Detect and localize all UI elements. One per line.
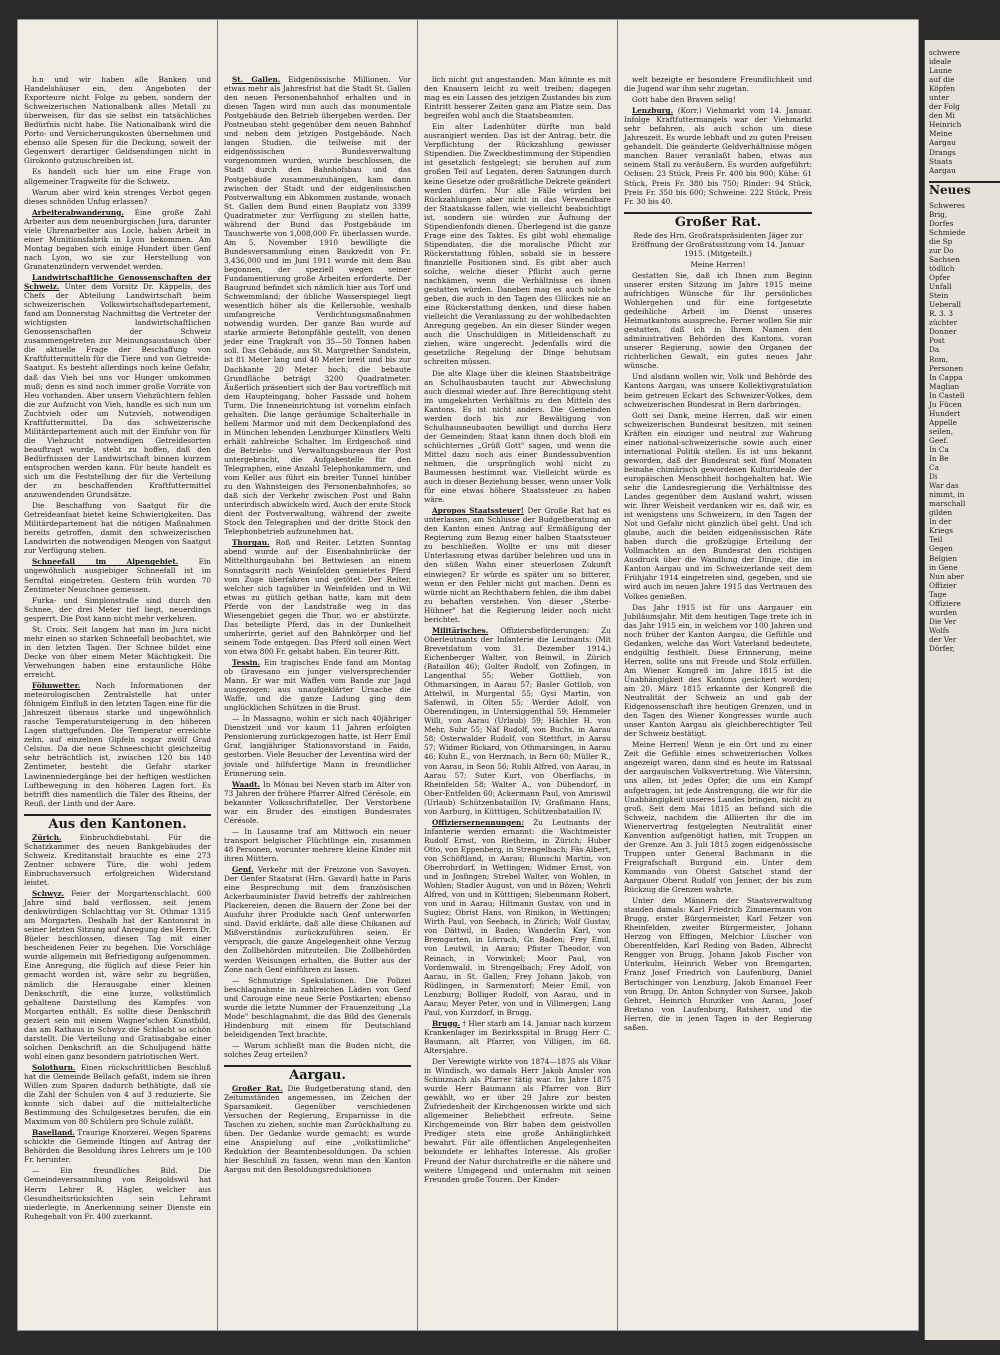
edge-line: Kriegs — [929, 526, 954, 536]
article-subheading: St. Gallen. — [232, 75, 281, 84]
article-text: Feier der Morgartenschlacht. 600 Jahre sind bald verflossen, seit jenem denkwürdigen Schlachttag vor St. Othmar 1315 am Morgarten. Deshalb hat der Kantonsrat in seiner letzten Sitzung auf Anregung des Herrn Dr. Büeler beschlossen, diesen Tag mit einer bescheidenen Feier zu begehen. Die Vorschläge wurde allgemein mit Befriedigung aufgenommen. Eine Anregung, die füglich auf diese Feier hin gemacht worden ist, wäre sehr zu begrüßen, nämlich die Herausgabe einer kleinen Denkschrift, die eine kurze, volkstümlich gehaltene Darstellung des Kampfes von Morgarten enthält. Es sollte diese Denkschrift geziert sein mit einem Wagner'schen Kunstbild, das am Rathaus in Schwyz die Schlacht so schön darstellt. Die Verteilung und Gratisabgabe einer solchen Denkschrift an die Schuljugend hätte wohl einen ganz besondern patriotischen Wert. — [24, 889, 211, 1061]
edge-line: ideale — [929, 57, 952, 67]
edge-line: seilen, — [929, 426, 954, 436]
article-paragraph — [424, 1057, 611, 1184]
centered-line: Meine Herren! — [690, 259, 746, 269]
article-paragraph — [624, 740, 812, 894]
article-subheading: Föhnwetter. — [32, 681, 81, 691]
section-heading: Aus den Kantonen. — [24, 814, 211, 829]
edge-line: Appelle — [929, 417, 957, 427]
article-paragraph — [424, 122, 611, 366]
article-paragraph — [624, 271, 812, 371]
article-paragraph — [624, 95, 812, 104]
article-subheading: Arbeiterabwanderung. — [32, 207, 124, 217]
article-text: — Warum schließt man die Buden nicht, die solches Zeug erteilen? — [224, 1040, 411, 1059]
article-subheading: Zürich. — [32, 832, 62, 842]
edge-line: Nun aber — [929, 571, 964, 581]
article-text: Meine Herren! Wenn je ein Ort und zu einer Zeit die Gefühle eines schweizerischen Volkes angezeigt waren, dann sind es heute im Ratssaal der aargauischen Volksvertretung. Wie Vätersinn, uns allen, ist jedes Opfer, die uns ein Kampf aufgetragen, ist jede Anstrengung, die wir für die Unabhängigkeit unseres Landes bringen, nicht zu groß. Seit dem Mai 1815 an befand sich die Schweiz, nachdem die Alliierten ihr die im Wienervertrag festgelegten Neutralität einer Konvention aufgenötigt hatten, mit Truppen an der Grenze. Am 3. Juli 1815 zogen eidgenössische Truppen unter General Bachmann in die Freigrafschaft Burgund ein. Unter dem Kommando von Oberst Gatschet stand der Aargauer Oberst Rudolf von Jenner, der bis zum Rückzug die Grenzen wahrte. — [624, 740, 812, 895]
article-subheading: Apropos Staatssteuer! — [432, 506, 524, 516]
article-subheading: Thurgau. — [232, 538, 270, 548]
edge-line: Tage — [929, 589, 947, 599]
edge-line: In Castell — [929, 390, 965, 400]
article-text: — Ein freundliches Bild. Die Gemeindeversammlung von Reigoldswil hat Herrn Lehrer R. Hägler, welcher aus Gesundheitsrücksichten sein Lehramt niederlegte, in Anerkennung seiner Dienste ein Ruhegehalt von Fr. 400 zuerkannt. — [24, 1166, 211, 1221]
article-text: Furka- und Simplonstraße sind durch den Schnee, der drei Meter tief liegt, neuerdings gesperrt. Die Post kann nicht mehr verkehren. — [24, 595, 211, 623]
article-paragraph — [224, 827, 411, 863]
article-paragraph — [224, 538, 411, 656]
article-text: Das Jahr 1915 ist für uns Aargauer ein Jubiläumsjahr. Mit dem heutigen Tage trete ich in das Jahr 1915 ein, in welchem vor 100 Jahren und noch früher der Kanton Aargau, die Gefühle und Gedanken, welche das Wort Vaterland bedeutete, endgültig festhielt. Diese Erinnerung, meine Herren, sollte uns mit Freude und Stolz erfüllen. Am Wiener Kongreß im Jahre 1815 ist die Unabhängigkeit des Kantons gesichert worden; am 20. März 1815 erkannte der Kongreß die Neutralität der Schweiz an und gab der Eidgenossenschaft ihre heutigen Grenzen, und in den Tagen des Wiener Kongresses wurde auch unser Kanton Aargau als gleichberechtigter Teil der Schweiz bestätigt. — [624, 602, 812, 739]
article-paragraph — [424, 1019, 611, 1055]
article-text: Roß und Reiter. Letzten Sonntag abend wurde auf der Eisenbahnbrücke der Mittelthurgaubahn bei Bettwiesen an einem Sonntagsritt nach Weinfelden gemietetes Pferd vom Zuge überfahren und getötet. Der Reiter, welcher sich tagsüber in Weinfelden und in Wil etwas zu gütlich gethan hatte, kam mit dem Pferde von der Landstraße weg in das Wiesengebiet gegen die Thur, wo er abstürzte. Das beteiligte Pferd, das in der Dunkelheit umherirrte, geriet auf den Bahnkörper und lief seinem Tode entgegen. Das Pferd soll einen Wert von etwa 800 Fr. gehabt haben. Ein teurer Ritt. — [224, 538, 411, 656]
article-subheading: Schneefall im Alpengebiet. — [32, 557, 179, 567]
article-text: Ein alter Ladenhüter dürfte nun bald ausrangiert werden. Das ist der Antrag, betr. die Verpflichtung der Rückzahlung gewisser Stipendien. Die Zweckbestimmung der Stipendien ist gesetzlich festgelegt; sie beruhen auf zum großen Teil auf Legaten, deren Satzungen durch keine Gesetze oder großrätliche Dekrete geändert werden dürfen. Nur alle Fälle würden bei Rückzahlungen aber nicht in das Verwendbare der Staatskasse fallen, wie vielleicht beabsichtigt ist, sondern sie würden zur Äufnung der Stipendienfonds dienen. Überlegend ist die ganze Frage eine des Taktes. Es gibt wohl ehemalige Stipendiaten, die die moralische Pflicht zur Rückerstattung fühlen, sobald sie in bessere finanzielle Positionen sind. Es gibt aber auch solche, welche dieser Pflicht auch gerne nachkämen, wenn die Verhältnisse es ihnen gestatten würden. Daneben mag es auch solche geben, die auch in den Tagen des Glückes nie an eine Rückerstattung denken, und diese haben vielleicht die Veranlassung zu der wohlbedachten Anregung gegeben. An ein dieser Sünder wegen auch die Unschuldigen in Mitleidenschaft zu ziehen, wäre ungerecht. Jedenfalls wird die gesetzliche Regelung der Dinge behutsam schreiten müssen. — [424, 122, 611, 367]
edge-line: Belgien — [929, 553, 958, 563]
column-4 — [618, 20, 818, 1330]
edge-line: Post — [929, 336, 945, 346]
article-paragraph — [224, 976, 411, 1039]
article-text: Einbruchdiebstahl. Für die Schatzkammer des neuen Bankgebäudes der Schweiz. Kreditanstalt brauchte es eine 273 Zentner schwere Türe, die wohl jedem Einbruchsversuch erfolgreichen Widerstand leistet. — [24, 832, 211, 887]
section-heading: Großer Rat. — [624, 212, 812, 227]
edge-line: auf die — [929, 75, 955, 85]
article-paragraph — [624, 896, 812, 1032]
edge-line: Hundert — [929, 408, 961, 418]
edge-line: Brig, — [929, 209, 948, 219]
article-text: Die Beschaffung von Saatgut für die Getreideanfaat bietet keine Schwierigkeiten. Das Militärdepartement hat die nötigen Maßnahmen bereits getroffen, damit den schweizerischen Landwirten die notwendigen Mengen von Saatgut zur Verfügung stehen. — [24, 501, 211, 556]
article-text: Eidgenössische Millionen. Vor etwas mehr als Jahresfrist hat die Stadt St. Gallen den neuen Personenbahnhof erhalten und in diesen Tagen wird nun auch das monumentale Postgebäude den Betrieb übergeben werden. Der Postneubau steht gegenüber dem neuen Bahnhof und neben dem jetzigen Postgebäude. Nach langen Studien, die teilweise mit der eidgenössischen Bundesverwaltung vorgenommen wurden, wurde beschlossen, die Stadt durch den Bahnhofsbau und das Postgebäude zusammenzuhängen, kam dann zwischen der Stadt und der eidgenössischen Postverwaltung ein Abkommen zustande, wonach St. Gallen dem Bund einen Bauplatz von 3399 Quadratmeter zur Verfügung zu stellen hatte, während der Bund das Postgebäude im Tauschwerte von 1,008,000 Fr. überlassen wurde. Am 5. November 1910 bewilligte die Bundesversammlung einen Baukredit von Fr. 3,436,000 und im Juni 1911 wurde mit dem Bau begonnen, der speziell wegen seiner Fundamentierung große Arbeiten erforderte. Der Baugrund befindet sich nämlich hier aus Torf und Schwemmland; der übliche Wasserspiegel liegt wesentlich höher als die Kellersohle, weshalb umfangreiche Verdichtungsmaßnahmen notwendig wurden. Der ganze Bau wurde auf starke armierte Betonpfähle gestellt, von denen jeder eine Tragkraft von 35—50 Tonnen haben soll. Das Gebäude, aus St. Margrether Sandstein, ist 81 Meter lang und 40 Meter breit und bis zur Dachkante 20 Meter hoch; die bebaute Grundfläche beträgt 3200 Quadratmeter. Äußerlich präsentiert sich der Bau vortrefflich mit dem Haupteingang, hoher Fassade und hohem Turm. Die Inneneinrichtung ist vornehm einfach gehalten. Die lange geräumige Schalterhalle in hellem Marmor und mit dem Deckenplafond des in München lebenden Lenzburger Künstlers Welti erhält zahlreiche Schalter. Im Erdgeschoß sind die Betriebs- und Verwaltungsbureaus der Post untergebracht, die Aufgabestelle für den Telegraphen, eine Anzahl Telephonkammern, und vom Keller aus führt ein breiter Tunnel hinüber zu den Wahnsteigen des Personenbahnhofes, so daß sich der Verkehr zwischen Post und Bahn unterirdisch abwickeln wird. Auch der erste Stock dient der Postverwaltung, während der zweite Stock den Telegraphen und der dritte Stock den Telephonbetrieb aufzunehmen hat. — [224, 75, 411, 537]
edge-line: Aargau — [929, 138, 956, 148]
edge-line: In Be — [929, 454, 949, 464]
edge-line: schwere — [929, 48, 960, 57]
article-text: Warum aber wird kein strenges Verbot gegen dieses schnöden Unfug erlassen? — [24, 187, 211, 206]
edge-line: Ueberall — [929, 300, 961, 310]
article-text: Ein tragisches Ende fand am Montag ob Gravesano ein junger vielversprechender Mann. Er war mit Waffen vom Bande zur Jagd ausgezogen; aus unaufgeklärter Ursache die Waffe, und die ganze Ladung ging dem unglücklichen Schützen in die Brust. — [224, 658, 411, 713]
article-subheading: Brugg. — [432, 1018, 461, 1028]
edge-line: Die Ver — [929, 616, 957, 626]
edge-line: Staats — [929, 156, 953, 166]
edge-line: in Gene — [929, 562, 958, 572]
edge-line: Offiziere — [929, 598, 961, 608]
article-paragraph — [24, 833, 211, 887]
edge-line: War das — [929, 481, 959, 491]
article-paragraph — [424, 369, 611, 505]
article-text: Offiziersbeförderungen: Zu Oberleutnants der Infanterie die Leutnants: (Mit Brevetdatum vom 31. Dezember 1914.) Eichenberger Walter, von Beinwil, in Zürich (Bataillon 46); Gulter Rudolf, von Zofingen, in Langenthal 55; Weber Gottlieb, von Othmarsingen, in Aarau 57; Basler Gottlob, von Attelwil, in Murgental 55; Gysi Martin, von Safenwil, in Olten 55; Werder Adolf, von Oberendingen, in Untersiggenthal 59; Hemmeler Willi, von Aarau (Urlaub) 59; Hächler H. von Mehr, Suhr 55; Näf Rudolf, von Buchs, in Aarau 58; Osterwalder Rudolf, von Stettfurt, in Aarau 57; Widmer Rickard, von Othmarsingen, in Aarau 46; Kuhn E., von Herznach, in Bern 60; Müller R., von Aarau, in Seon 56; Rubli Alfred, von Aarau, in Aarau 57; Suter Kurt, von Oberflachs, in Rheinfelden 58; Walter A., von Dübendorf, in Ober-Entfelden 60; Ackermann Paul, von Amriswil (Urlaub) Schützenbataillon IV; Graßmann Hans, von Aarburg, in Kütttigen, Schützenbataillon IV. — [424, 625, 611, 816]
edge-line: Ca — [929, 463, 939, 473]
edge-heading: Neues — [929, 181, 1000, 195]
edge-line: Donner — [929, 327, 957, 337]
article-text: lich nicht gut angestanden. Man könnte es mit den Knausern leicht zu weit treiben; dagegen mag es ein Lassen des jetzigen Zustandes bis zum Eintritt besserer Zeiten ganz am Platze sein. Das begreifen wohl auch die Staatsbeamten. — [424, 75, 611, 121]
article-text: Gott habe den Braven selig! — [632, 95, 736, 105]
article-subheading: Genf. — [232, 865, 254, 875]
column-3 — [418, 20, 618, 1330]
edge-line: die Sp — [929, 236, 953, 246]
centered-line: Rede des Hrn. Großratspräsidenten Jäger zur Eröffnung der Großratssitzung vom 14. Januar 1915. (Mitgeteilt.) — [631, 230, 805, 258]
article-subheading: Schwyz. — [32, 889, 65, 899]
article-text: b.n und wir haben alle Banken und Handelshäuser ein, den Angeboten der Exporteure nicht Folge zu geben, sondern der Schweizerischen Nationalbank alles Metall zu überweisen, für das sie selbst ein tatsächliches Bedürfnis nicht habe. Die Nationalbank wird die Porto- und Versicherungskosten übernehmen und ebenso alle Spesen für die Deckung, soweit der Gegenwert derartiger Geldsendungen nicht in Girokonto gutzuschreiben ist. — [24, 75, 211, 166]
edge-line: Di — [929, 472, 938, 482]
edge-line: Meine — [929, 129, 953, 139]
edge-line: Aargau — [929, 165, 956, 175]
article-paragraph — [624, 372, 812, 408]
article-text: In Mönau bei Neven starb im Alter von 73 Jahren der frühere Pfarrer Alfred Cérésole, ein bekannter Volksschriftsteller. Der Verstorbene war ein Bruder des einstigen Bundesrates Cérésole. — [224, 779, 411, 825]
article-text: Gestatten Sie, daß ich Ihnen zum Beginn unserer ersten Sitzung im Jahre 1915 meine aufrichtigen Wünsche für Ihr persönliches Wohlergehen und für eine fortgesetzte gedeihliche Arbeit im Dienst unseres Heimatkantons ausspreche. Ferner wollen Sie mir gestatten, daß ich in Ihrem Namen den administrativen Behörden des Kantons, voran unserer Regierung, sowie den Organen der richterlichen Gewalt, ein gutes neues Jahr wünsche. — [624, 270, 812, 371]
columns — [18, 20, 918, 1330]
edge-line: Unfall — [929, 282, 952, 292]
edge-line: züchter — [929, 318, 958, 328]
edge-line: tödlich — [929, 264, 955, 274]
article-paragraph — [224, 658, 411, 712]
edge-line: marschall — [929, 499, 966, 509]
edge-line: Heinrich — [929, 120, 962, 130]
article-text: Unter den Männern der Staatsverwaltung standen damals: Karl Friedrich Zimmermann von Brugg, erster Bürgermeister, Karl Fetzer von Rheinfelden, zweiter Bürgermeister, Johann Herzog von Effingen, Melchior Lüscher von Oberentfelden, Karl Reding von Baden, Albrecht Rengger von Brugg, Johann Jakob Fischer von Unterkulm, Heinrich Weber von Bremgarten, Franz Josef Friedrich von Laufenburg, Daniel Bertschinger von Lenzburg, Jakob Emanuel Feer von Brugg, Dr. Anton Schnyder von Sursee, Jakob Gehret, Heinrich Hunziker von Aarau, Josef Bretano von Laufenburg, Ratsherr, und die Herren, die in jenen Tagen in der Regierung saßen. — [624, 896, 812, 1032]
edge-line: Laune — [929, 66, 952, 76]
article-text: Einen rückschrittlichen Beschluß hat die Gemeinde Bellach gefaßt, indem sie ihren Willen zum Sparen dadurch bethätigte, daß sie die Zahl der Schulen von 4 auf 3 reduzierte. Sie konnte sich dabei auf die mittelalterliche Bestimmung des Schulgesetzes berufen, die ein Maximum von 80 Schülern pro Schule zuläßt. — [24, 1062, 211, 1127]
edge-line: Geef. — [929, 435, 949, 445]
article-text: Traurige Knorzerei. Wegen Sparens schickte die Gemeinde Itingen auf Antrag der Behörden die Besoldung ihres Lehrers um je 100 Fr. herunter. — [24, 1128, 211, 1165]
edge-line: Schmiede — [929, 227, 966, 237]
article-text: St. Croix. Seit langem hat man im Jura nicht mehr einen so starken Schneefall beobachtet, wie in den letzten Tagen. Der Schnee bildet eine Decke von über einem Meter Mächtigkeit. Die Verwehungen haben eine erstaunliche Höhe erreicht. — [24, 624, 211, 679]
article-paragraph — [24, 501, 211, 555]
edge-line: In Ca — [929, 444, 949, 454]
article-text: Zu Leutnants der Infanterie werden ernannt: die Wachtmeister Rudolf Ernst, von Rietheim, in Zürich; Huber Otto, von Eppenberg, in Strengelbach; Fäs Albert, von Schöftland, in Aarau; Blunschi Martin, von Oberrohrdorf, in Wettingen; Widmer Ernst, von und in Josfingen; Strebel Walter, von Wohlen, in Wohlen; Stadler August, von und in Bözen; Wehrli Alfred, von und in Kütttigen; Siebenmann Robert, von und in Aarau; Hiltmann Gustav, von und in Sugiez; Obrist Hans, von Rinikon, in Wettingen; Wirth Paul, von Seebach, in Zürich; Wolf Gustav, von Dättwil, in Baden; Wanderlin Karl, von Bremgarten, in Lörrach, Gr. Baden; Frey Emil, von Leutwil, in Aarau; Pfister Theodor, von Reinach, in Vorwinkel; Moor Paul, von Vordemwald, in Strengelbach; Frey Adolf, von Aarau, in St. Gallen; Frey Johann Jakob, von Rüdlingen, in Sarmenstorf; Meier Emil, von Lenzburg; Bolliger Rudolf, von Aarau, und in Aarau; Meyer Peter, von und in Villmergen; Lang Paul, von Kurzdorf, in Brugg. — [424, 817, 611, 1017]
article-paragraph — [624, 603, 812, 739]
edge-line: wurden — [929, 607, 958, 617]
article-paragraph — [24, 557, 211, 593]
edge-line: Gegen — [929, 544, 953, 554]
edge-line: nimmt, in — [929, 490, 965, 500]
column-1 — [18, 20, 218, 1330]
edge-line: R. 3. 3 — [929, 309, 954, 319]
article-subheading: Tessin. — [232, 658, 261, 667]
edge-line: In der — [929, 517, 952, 527]
article-paragraph — [24, 681, 211, 808]
article-paragraph — [24, 596, 211, 623]
article-text: Ein ungewöhnlich ausgiebiger Schneefall ist im Sernftal eingetreten. Gestern früh wurden 70 Zentimeter Neuschnee gemessen. — [24, 557, 211, 594]
edge-line: Dörfer, — [929, 644, 955, 653]
edge-line: Opfer — [929, 273, 951, 283]
article-subheading: Lenzburg. — [632, 106, 674, 116]
article-paragraph — [224, 780, 411, 825]
article-text: Die alte Klage über die kleinen Staatsbeiträge an Schulhausbauten taucht zur Abwechslung auch diesmal wieder auf. Ihre Berechtigung steht im umgekehrten Verhältnis zu den Mitteln des Kantons. Es ist nicht anders. Die Gemeinden werden doch bis zur Bewältigung von Schulhausneubauten bewilligt und durchs Herz der Gemeinden: Staat kann ihnen doch bloß ein schüchternes „Grüß Gott" sagen, und wenn die Mittel dazu noch aus einer Bundessubvention nehmen, die ursprünglich wohl nicht zu Baumessen bestimmt war. Vielleicht würde es auch in dieser Beziehung besser, wenn unser Volk für eine etwas höhere Staatssteuer zu haben wäre. — [424, 368, 611, 505]
article-text: — In Lausanne traf am Mittwoch ein neuer transport belgischer Flüchtlinge ein, zusammen 48 Personen, worunter mehrere kleine Kinder mit ihren Müttern. — [224, 826, 411, 863]
edge-line: Drangs — [929, 147, 956, 157]
article-subheading: Solothurn. — [32, 1062, 76, 1072]
article-text: Die Budgetberatung stand, den Zeitumständen angemessen, im Zeichen der Sparsamkeit. Gegenüber verschiedenen Versuchen der Regierung, Ersparnisse in die Taschen zu ziehen, suchte man Zurückhaltung zu üben. Der Gedanke wurde gemacht; es wurde eine Anspielung auf eine „volkstümliche" Reduktion der Beamtenbesoldungen. Da schien hier Beschluß zu fassen, wenn man den Kanton Aargau mit den Besoldungsreduktionen — [224, 1084, 412, 1175]
edge-line: unter — [929, 93, 950, 103]
article-text: (Korr.) Viehmarkt vom 14. Januar. Infolge Kraftfuttermangels war der Viehmarkt sehr befahren, als auch schon um diese Jahreszeit. Es wurde lebhaft und zu guten Preisen gehandelt. Die geänderte Geldverhältnisse mögen manchen Bauer veranlaßt haben, etwas aus seinem Stall zu veräußern. Es wurden aufgeführt: Ochsen: 23 Stück, Preis Fr. 400 bis 900; Kühe: 61 Stück, Preis Fr. 380 bis 750; Rinder: 94 Stück, Preis Fr. 350 bis 600; Schweine: 222 Stück, Preis Fr. 30 bis 40. — [624, 106, 812, 206]
article-text: — Schmutzige Spekulationen. Die Polizei beschlagnahmte in zahlreichen Läden von Genf und Carouge eine neue Serie Postkarten; ebenso wurde die letzte Nummer der Frauenzeitung „La Mode" beschlagnahmt, die das Bild des Generals Hindenburg mit einem für Deutschland beleidigenden Text brachte. — [224, 975, 411, 1039]
article-paragraph — [24, 889, 211, 1061]
edge-line: Ju Fücen — [929, 399, 962, 409]
article-paragraph — [224, 1041, 411, 1059]
edge-line: Maglian — [929, 381, 960, 391]
article-paragraph — [24, 273, 211, 499]
article-paragraph — [24, 188, 211, 206]
article-paragraph — [224, 865, 411, 974]
article-paragraph — [24, 75, 211, 165]
next-page-edge — [924, 40, 1000, 1340]
edge-line: gilden — [929, 508, 953, 518]
edge-line: der Ver — [929, 634, 957, 644]
article-text: Gott sei Dank, meine Herren, daß wir einen schweizerischen Bundesrat besitzen, mit seinen Kräften ein einziger und neutral zur Wahrung einer national-schweizerische sowie auch einer international Politik stellen. Es ist uns bekannt geworden, daß der Bundesrat seit fünf Monaten beinahe chimärisch gewordenen Kulturideale der europäischen Menschheit hochgehalten hat. Wie sehr die Landesregierung die Verhältnisse des Landes gegenüber dem Ausland wahrt, wissen wir. Ihrer Weisheit verdanken wir es, daß wir, es ist wenigstens uns Schweizern, in den Tagen der Not und Gefahr nicht gänzlich übel geht. Und ich glaube, auch die beiden eidgenössischen Räte haben durch die großzügige Erteilung der Vollmachten an den Bundesrat den richtigen Ausdruck über die Wandlung der Dinge, die im Kanton Aargau und im Schweizerlande seit dem Frühjahr 1914 eingetreten sind, gegeben, und sie wird auch im neuen Jahre 1915 das Vertrauen des Volkes genießen. — [624, 410, 812, 601]
article-paragraph — [424, 626, 611, 816]
edge-line: der Folg — [929, 102, 960, 112]
edge-line: zur Do — [929, 245, 954, 255]
article-text: † Hier starb am 14. Januar nach kurzem Krankenlager im Bezirksspital in Brugg Herr C. Baumann, alt Pfarrer, von Villigen, im 68. Altersjahre. — [424, 1018, 611, 1055]
article-subheading: Baselland. — [32, 1128, 75, 1138]
article-paragraph — [624, 106, 812, 206]
article-text: Nach Informationen der meteorologischen Zentralstelle hat unter föhnigem Einfluß in den letzten Tagen eine für die Jahreszeit überaus starke und ungewöhnlich rasche Temperatursteigerung in den höheren Lagen stattgefunden. Die Temperatur erreichte zehn, auf einzelnen Gipfeln sogar zwölf Grad Celsius. Da die neue Schneeschicht gleichzeitig sehr beträchtlich ist, zwischen 120 bis 140 Zentimeter, besteht die Gefahr starker Lawinenniedergänge bei der heftigen westlichen Luftbewegung in den höheren Lagen fort. Es betrifft dies namentlich die Täler des Rheins, der Reuß, der Linth und der Aare. — [24, 681, 211, 808]
edge-line: Teil — [929, 535, 943, 545]
article-text: welt bezeigte er besondere Freundlichkeit und die Jugend war ihm sehr zugetan. — [624, 75, 812, 94]
article-text: Der Große Rat hat es unterlassen, am Schlusse der Budgetberatung an den Kanton einen Antrag auf Ermäßigung der Regierung zum Bezug einer halben Staatssteuer zu beschließen. Wollte er uns mit dieser Unterlassung etwas darüber belehren und uns in den süßen Wahn einer steuerlosen Zukunft einwiegen? Er würde es später um so bitterer, wenn er den Fehler nicht gut machen. Denn es würde nicht an Rechthabern fehlen, die ihm dabei zu behaften verstehen. Von dieser „Sterbe-Hühner" hat die Regierung leider noch nicht berichtet. — [424, 506, 611, 624]
article-paragraph — [24, 1063, 211, 1126]
article-text: Es handelt sich hier um eine Frage von allgemeiner Tragweite für die Schweiz. — [24, 167, 211, 186]
article-paragraph — [624, 411, 812, 601]
article-paragraph — [24, 208, 211, 271]
edge-line: Schweres — [929, 200, 965, 210]
section-heading: Aargau. — [224, 1065, 411, 1080]
edge-line: Rom, — [929, 354, 949, 364]
edge-line: Stein — [929, 291, 949, 301]
article-subheading: Landwirtschaftliche Genossenschaften der Schweiz. — [24, 272, 211, 292]
article-paragraph — [424, 818, 611, 1017]
article-text: — In Massagno, wohin er sich nach 40jähriger Dienstzeit und vor kaum 11 Jahren erfolgten Pensionierung zurückgezogen hatte, ist Herr Emil Graf, langjähriger Stationsvorstand in Faido, gestorben. Viele Besucher der Leventina wird der joviale und hilfsfertige Mann in freundlicher Erinnerung sein. — [224, 714, 411, 778]
article-text: Verkehr mit der Freizone von Savoyen. Der Genfer Staatsrat (Hrn. Gavard) hatte in Paris eine Besprechung mit dem französischen Ackerbauminister David betreffs der zahlreichen Plackereien, denen die Bauern der Zone bei der Ausfuhr ihrer Produkte nach Genf unterworfen sind. David erklärte, daß alle diese Chikanen auf Mißverständnis zurückzuführen seien. Er versprach, die ganze Angelegenheit ohne Verzug den Zollbehörden mitzuteilen. Die Zollbehörden werden Weisungen erhalten, die Butter aus der Zone nach Genf einführen zu lassen. — [224, 865, 412, 974]
edge-line: Personen — [929, 363, 964, 373]
article-paragraph — [224, 714, 411, 777]
column-2 — [218, 20, 418, 1330]
article-subheading: Militärisches. — [432, 625, 489, 635]
article-text: Unter dem Vorsitz Dr. Käppelis, des Chefs der Abteilung Landwirtschaft beim schweizerischen Volkswirtschaftsdepartement, fand am Donnerstag Nachmittag die Vertreter der wichtigsten landwirtschaftlichen Genossenschaften der Schweiz zusammengetreten zur Meinungsaustausch über die aktuelle Frage der Beschaffung von Kraftfuttermitteln für die Tiere und von Getreide-Saatgut. Es besteht allerdings noch keine Gefahr, daß das Vieh bei uns vor Hunger umkommen muß; denn es sind noch immer große Vorräte von Heu vorhanden. Aber unsern Viehzüchtern fehlen die zur Aufzucht von Vieh, handle es sich nun um Zuchtvieh oder um Nutzvieh, notwendigen Kraftfuttermittel. Da das schweizerische Militärdepartement auch mit der Einfuhr von für die Viehzucht notwendigen Getreidesorten beauftragt wurde, steht zu hoffen, daß den Bedürfnissen der Landwirtschaft binnen kurzem entsprochen werden kann. Für heute handelt es sich um die Feststellung der für die Verteilung der zu beschaffenden Kraftfuttermittel anzuwendenden Grundsätze. — [24, 282, 211, 500]
newspaper-page — [18, 20, 918, 1330]
edge-line: Da — [929, 345, 940, 355]
article-subheading: Waadt. — [232, 779, 261, 789]
article-text: Und alsdann wollen wir, Volk und Behörde des Kantons Aargau, was unsere Kollektivgratulation beim getreuen Eckart des Schweizer-Volkes, dem schweizerischen Bundesrat in Bern darbringen. — [624, 372, 812, 409]
edge-line: In Cappa — [929, 372, 963, 382]
article-paragraph — [224, 1084, 411, 1174]
article-paragraph — [224, 75, 411, 536]
edge-line: den Mi — [929, 111, 955, 121]
article-paragraph — [24, 625, 211, 679]
article-paragraph — [24, 167, 211, 185]
edge-line: Sachsen — [929, 254, 960, 264]
article-paragraph — [424, 75, 611, 120]
edge-line: Dorfes — [929, 218, 954, 228]
edge-line: Offizier — [929, 580, 957, 590]
article-paragraph — [624, 75, 812, 93]
article-paragraph — [24, 1128, 211, 1164]
article-paragraph — [24, 1166, 211, 1220]
article-subheading: Großer Rat. — [232, 1084, 283, 1094]
edge-line: Wolfs — [929, 625, 950, 635]
article-text: Eine große Zahl Arbeiter aus dem neuenburgischen Jura, darunter viele Uhrenarbeiter aus Locle, haben Arbeit in einer Munitionsfabrik in Lyon bekommen. Am Montag begaben sich einige Hundert über Genf nach Lyon, wo sie zur Herstellung von Granatenzündern verwendet werden. — [24, 207, 211, 271]
article-text: Der Verewigte wirkte von 1874—1875 als Vikar in Windisch, wo damals Herr Jakob Amsler von Schinznach als Pfarrer tätig war. Im Jahre 1875 wurde Herr Baumann als Pfarrer von Birr gewählt, wo er über 29 Jahre zur besten Zufriedenheit der Kirchgenossen wirkte und sich allgemeiner Beliebtheit erfreute. Seine Kirchgemeinde von Birr haben dem geistvollen Prediger stets eine große Anhänglichkeit bewahrt. Für alle öffentlichen Angelegenheiten bekundete er lebhaftes Interesse. Als großer Freund der Natur durchstreifte er die nähere und weitere Umgegend und unternahm mit seinen Freunden große Touren. Der Kinder- — [424, 1057, 611, 1184]
article-subheading: Offiziersernennungen: — [432, 817, 525, 827]
article-paragraph — [424, 506, 611, 624]
edge-line: Köpfen — [929, 84, 956, 94]
